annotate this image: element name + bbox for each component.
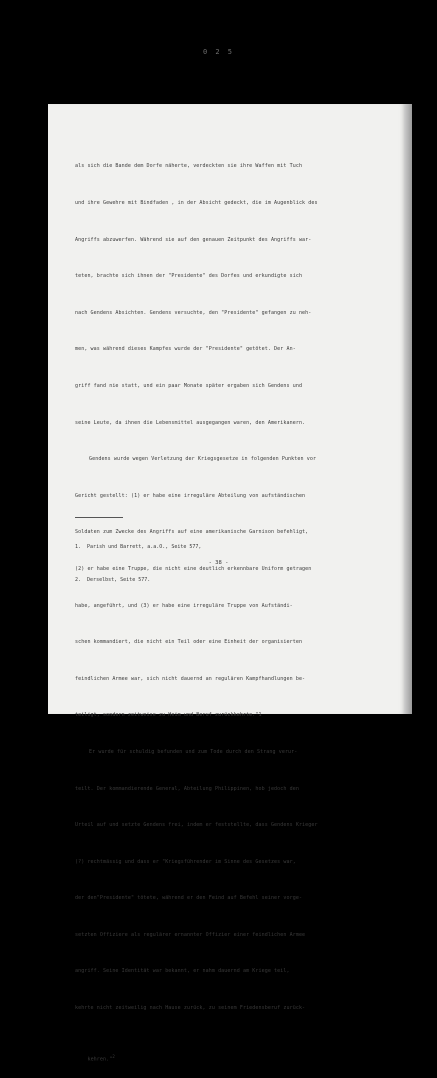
body-line: Soldaten zum Zwecke des Angriffs auf eine amerikanische Garnison befehligt, (75, 529, 309, 536)
body-line: (?) rechtmässig und dass er "Kriegsführender im Sinne des Gesetzes war, (75, 858, 296, 865)
body-line: als sich die Bande dem Dorfe näherte, verdeckten sie ihre Waffen mit Tuch (75, 163, 303, 170)
archive-stamp: 0 2 5 (202, 48, 235, 56)
body-line: griff fand nie statt, und ein paar Monate später ergaben sich Gendens und (75, 382, 303, 389)
body-line-text: kehren." (87, 1056, 113, 1063)
body-line: Urteil auf und setzte Gendens frei, indem er feststellte, dass Gendens Krieger (75, 822, 318, 829)
body-line: Gericht gestellt: (1) er habe eine irreguläre Abteilung von aufständischen (75, 492, 306, 499)
body-line: angriff. Seine Identität war bekannt, er nahm dauernd am Kriege teil, (75, 968, 290, 975)
body-line: nach Gendens Absichten. Gendens versuchte, den "Presidente" gefangen zu neh- (75, 309, 312, 316)
page-edge-shadow (404, 104, 412, 714)
body-line: feindlichen Armee war, sich nicht dauernd an regulären Kampfhandlungen be- (75, 675, 306, 682)
body-line: habe, angeführt, und (3) er habe eine irreguläre Truppe von Aufständi- (75, 602, 293, 609)
body-line: kehrte nicht zeitweilig nach Hause zurück, zu seinem Friedensberuf zurück- (75, 1005, 306, 1012)
body-line: teilt. Der kommandierende General, Abteilung Philippinen, hob jedoch den (75, 785, 299, 792)
body-line (75, 1039, 375, 1063)
body-line: seine Leute, da ihnen die Lebensmittel ausgegangen waren, den Amerikanern. (75, 419, 306, 426)
footnote-divider (75, 517, 123, 518)
body-line: Angriffs abzuwerfen. Während sie auf den genauen Zeitpunkt des Angriffs war- (75, 236, 312, 243)
body-line: der den"Presidente" tötete, während er den Feind auf Befehl seiner vorge- (75, 895, 303, 902)
body-line: schen kommandiert, die nicht ein Teil oder eine Einheit der organisierten (75, 639, 303, 646)
body-line: men, was während dieses Kampfes wurde der "Presidente" getötet. Der An- (75, 346, 296, 353)
footnote: 2. Derselbst, Seite 577. (75, 577, 151, 583)
page-number: - 38 - (208, 560, 229, 566)
body-line: Er wurde für schuldig befunden und zum Tode durch den Strang verur- (89, 748, 298, 755)
body-line: teten, brachte sich ihnen der "Presidente" des Dorfes und erkundigte sich (75, 273, 303, 280)
footnote: 1. Parish und Barrett, a.a.O., Seite 577, (75, 544, 202, 550)
body-line: (2) er habe eine Truppe, die nicht eine deutlich erkennbare Uniform getragen (75, 565, 312, 572)
body-line: teiligt, sondern zeitweise zu Heim und Beruf zurückkehrte."1 (75, 712, 262, 719)
footnote-marker: 2 (112, 1053, 115, 1059)
body-line: und ihre Gewehre mit Bindfaden , in der Absicht gedeckt, die im Augenblick des (75, 200, 318, 206)
body-line: Gendens wurde wegen Verletzung der Kriegsgesetze in folgenden Punkten vor (89, 456, 317, 463)
body-text (75, 136, 375, 1063)
footnotes (75, 520, 355, 597)
body-line: setzten Offiziere als regulärer ernannter Offizier einer feindlichen Armee (75, 931, 306, 938)
